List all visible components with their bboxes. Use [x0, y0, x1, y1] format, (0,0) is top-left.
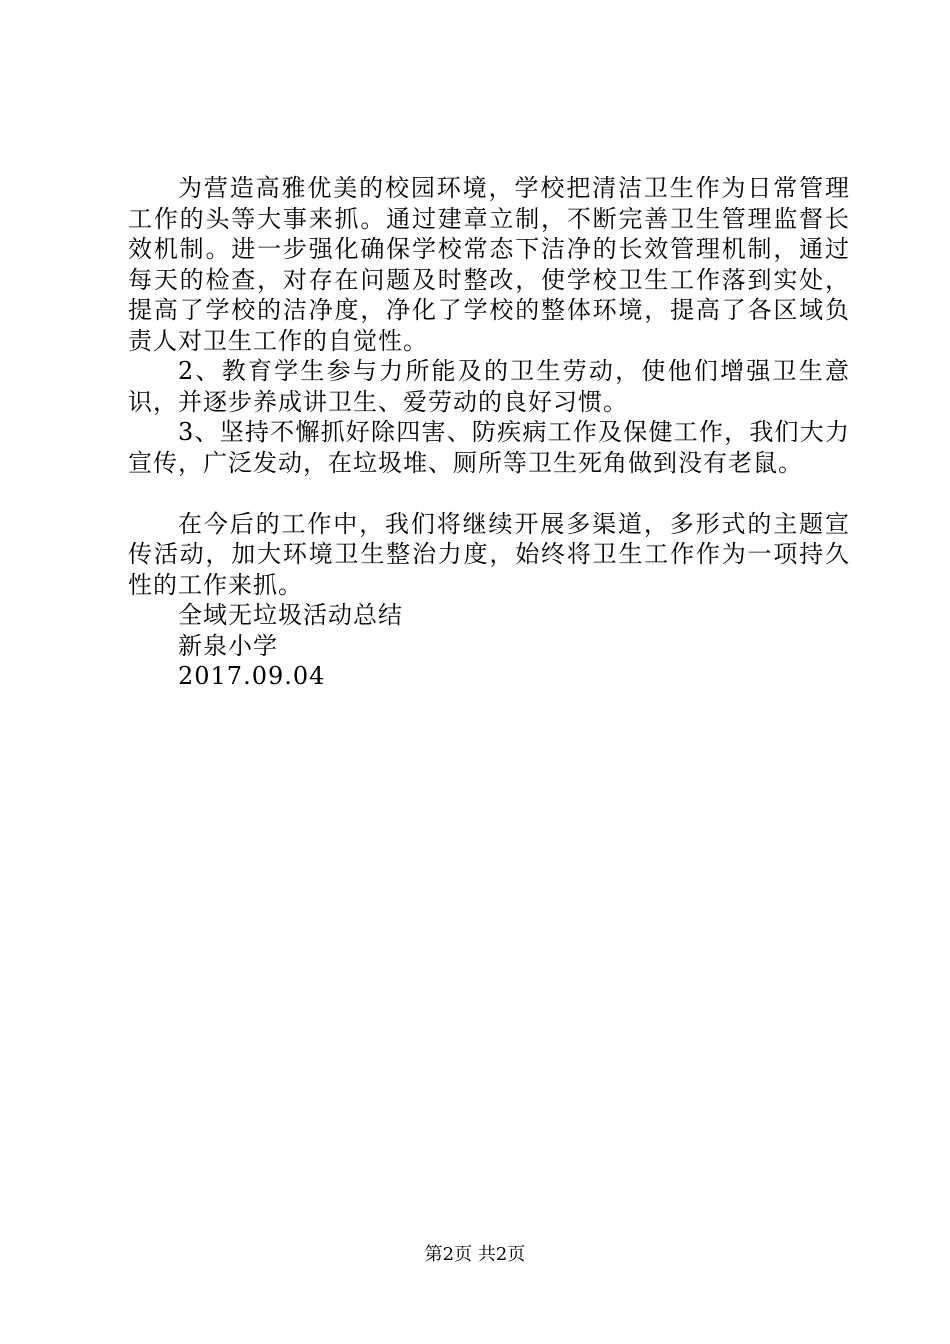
- summary-title-line: 全域无垃圾活动总结: [178, 601, 403, 629]
- paragraph-student-labor: 2、教育学生参与力所能及的卫生劳动，使他们增强卫生意识，并逐步养成讲卫生、爱劳动的良好习惯。: [128, 357, 850, 416]
- paragraph-spacer: [128, 478, 850, 509]
- paragraph-hygiene-management: 为营造高雅优美的校园环境，学校把清洁卫生作为日常管理工作的头等大事来抓。通过建章立制，不断完善卫生管理监督长效机制。进一步强化确保学校常态下洁净的长效管理机制，通过每天的检查，对存在问题及时整改，使学校卫生工作落到实处，提高了学校的洁净度，净化了学校的整体环境，提高了各区域负责人对卫生工作的自觉性。: [128, 174, 850, 355]
- page-footer: 第2页 共2页: [424, 1244, 526, 1265]
- document-date: 2017.09.04: [178, 662, 326, 690]
- document-body: [128, 173, 850, 692]
- paragraph-pest-control: 3、坚持不懈抓好除四害、防疾病工作及保健工作，我们大力宣传，广泛发动，在垃圾堆、厕所等卫生死角做到没有老鼠。: [128, 418, 850, 477]
- school-name: 新泉小学: [178, 631, 278, 660]
- paragraph-future-work: 在今后的工作中，我们将继续开展多渠道，多形式的主题宣传活动，加大环境卫生整治力度，始终将卫生工作作为一项持久性的工作来抓。: [128, 509, 850, 599]
